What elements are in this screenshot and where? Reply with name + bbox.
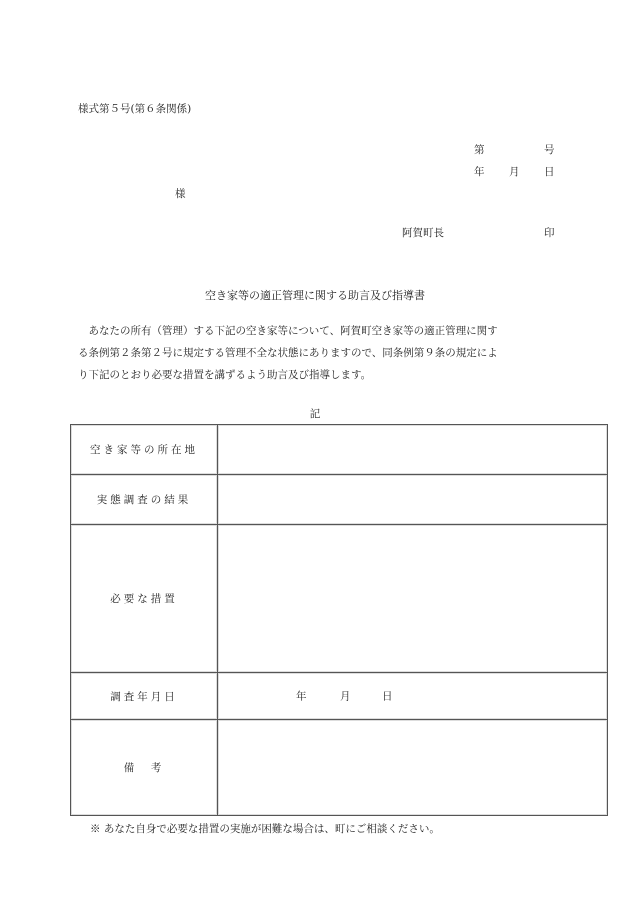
record-heading: 記 xyxy=(309,408,321,420)
survey-result-label: 実態調査の結果 xyxy=(71,475,218,525)
body-text-line: り下記のとおり必要な措置を講ずるよう助言及び指導します。 xyxy=(78,369,372,381)
survey-date-field xyxy=(218,673,608,720)
required-measures-field xyxy=(218,525,608,673)
form-number: 様式第５号(第６条関係) xyxy=(78,103,192,115)
location-field xyxy=(218,425,608,475)
document-number-label: 第 xyxy=(474,144,485,156)
location-label: 空き家等の所在地 xyxy=(71,425,218,475)
document-number-suffix: 号 xyxy=(544,144,555,156)
table-row xyxy=(71,525,608,673)
recipient-honorific: 様 xyxy=(175,188,186,200)
table-row xyxy=(71,425,608,475)
survey-date-month: 月 xyxy=(340,690,351,703)
issuer-name: 阿賀町長 xyxy=(402,227,444,239)
issue-date-year: 年 xyxy=(474,166,485,178)
required-measures-label: 必要な措置 xyxy=(71,525,218,673)
survey-date-label: 調査年月日 xyxy=(71,673,218,720)
table-row xyxy=(71,673,608,720)
record-table xyxy=(70,424,608,816)
issue-date-day: 日 xyxy=(544,166,555,178)
survey-result-field xyxy=(218,475,608,525)
survey-date-day: 日 xyxy=(382,690,393,703)
body-text-line: る条例第２条第２号に規定する管理不全な状態にありますので、同条例第９条の規定によ xyxy=(78,347,498,359)
document-title: 空き家等の適正管理に関する助言及び指導書 xyxy=(205,289,425,302)
survey-date-year: 年 xyxy=(296,690,307,703)
table-row xyxy=(71,475,608,525)
remarks-label: 備 考 xyxy=(71,720,218,816)
table-row xyxy=(71,720,608,816)
seal-mark: 印 xyxy=(544,227,555,239)
footnote: ※ あなた自身で必要な措置の実施が困難な場合は、町にご相談ください。 xyxy=(90,823,440,835)
remarks-field xyxy=(218,720,608,816)
body-text-line: あなたの所有（管理）する下記の空き家等について、阿賀町空き家等の適正管理に関す xyxy=(78,325,498,337)
issue-date-month: 月 xyxy=(509,166,520,178)
